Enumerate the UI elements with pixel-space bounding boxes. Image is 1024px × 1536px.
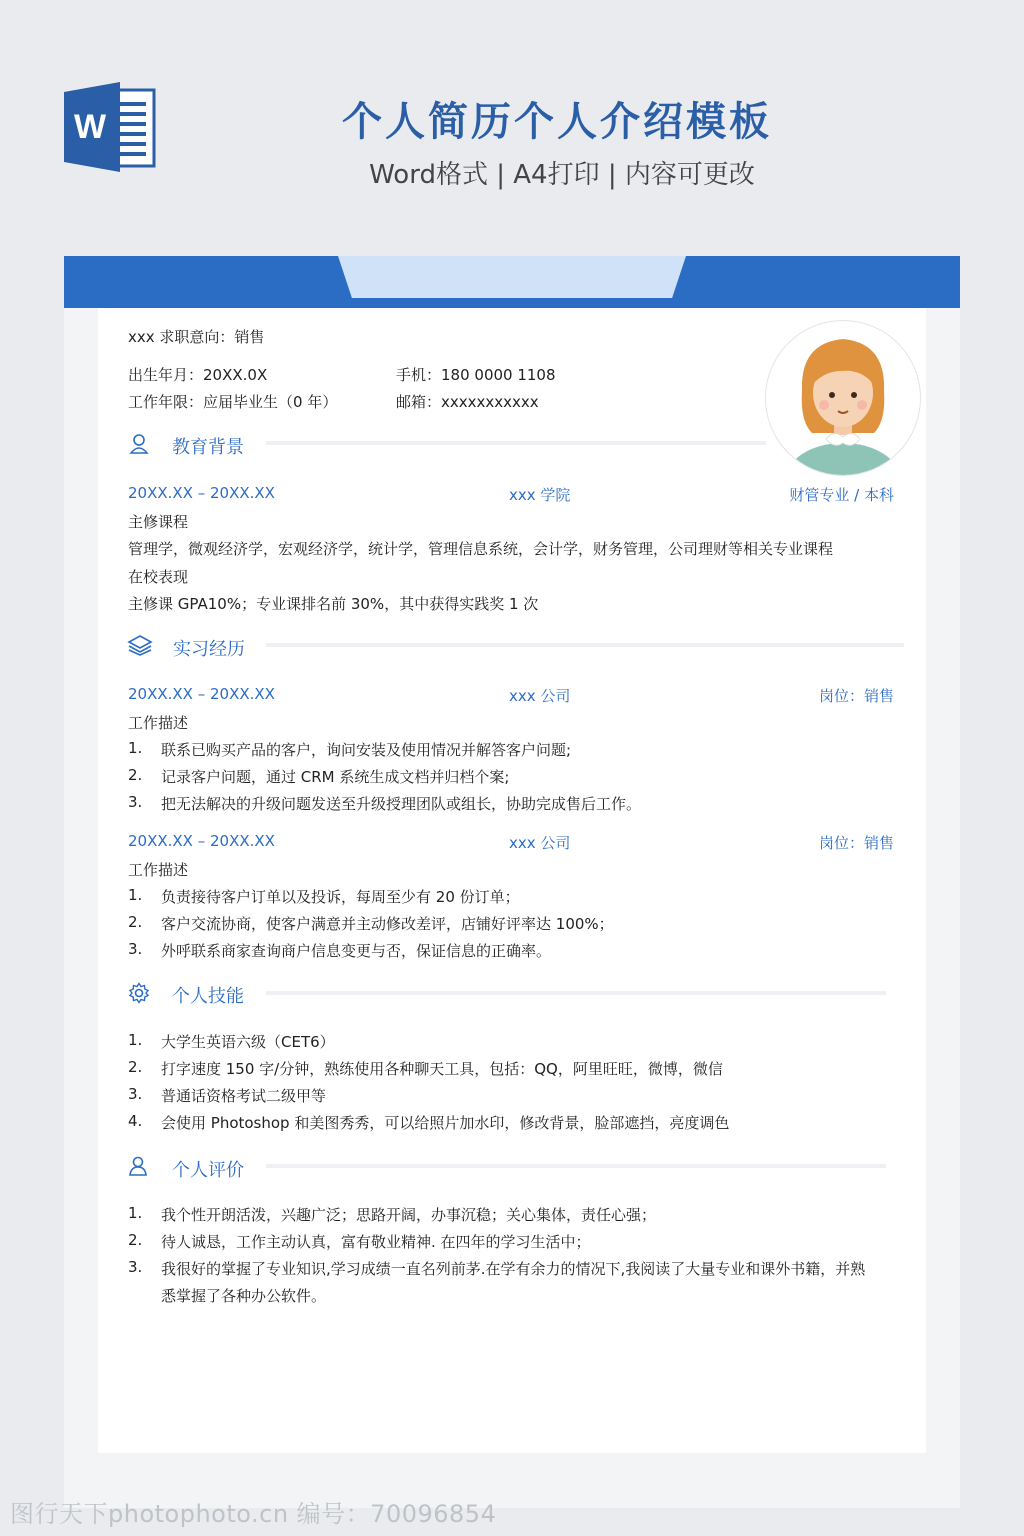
gear-icon [128,982,150,1004]
list-number: 3. [128,1258,143,1276]
job2-period: 20XX.XX – 20XX.XX [128,832,275,850]
evaluation-title: 个人评价 [172,1160,244,1181]
list-item: 联系已购买产品的客户，询问安装及使用情况并解答客户问题; [161,741,572,759]
section-divider [266,441,766,445]
education-title: 教育背景 [172,437,244,458]
edu-school: xxx 学院 [509,486,571,504]
list-number: 3. [128,1085,143,1103]
internship-title: 实习经历 [173,639,245,660]
list-item: 大学生英语六级（CET6） [161,1033,335,1051]
job-intent: xxx 求职意向：销售 [128,328,265,346]
graduate-icon [128,433,150,455]
list-item: 普通话资格考试二级甲等 [161,1087,327,1105]
job1-desc-label: 工作描述 [128,714,189,732]
avatar [765,320,921,476]
birth-date: 出生年月：20XX.0X [128,366,268,384]
list-item: 会使用 Photoshop 和美图秀秀，可以给照片加水印，修改背景，脸部遮挡，亮度调色 [161,1114,730,1132]
list-number: 1. [128,1204,143,1222]
list-item: 客户交流协商，使客户满意并主动修改差评，店铺好评率达 100%； [161,915,614,933]
list-item: 我很好的掌握了专业知识,学习成绩一直名列前茅.在学有余力的情况下,我阅读了大量专业和课外书籍，并熟 [161,1260,866,1278]
user-icon [128,1155,150,1177]
courses-label: 主修课程 [128,513,189,531]
list-number: 1. [128,739,143,757]
perf-label: 在校表现 [128,568,189,586]
email: 邮箱：xxxxxxxxxxx [396,393,539,411]
list-item: 打字速度 150 字/分钟，熟练使用各种聊天工具，包括：QQ，阿里旺旺，微博，微信 [161,1060,723,1078]
section-divider [266,991,886,995]
job2-company: xxx 公司 [509,834,571,852]
watermark: 图行天下photophoto.cn 编号：70096854 [10,1500,497,1528]
list-number: 1. [128,1031,143,1049]
section-divider [266,1164,886,1168]
list-number: 4. [128,1112,143,1130]
resume-paper [98,308,926,1453]
list-number: 1. [128,886,143,904]
page-title: 个人简历个人介绍模板 [342,99,772,145]
section-divider [266,643,904,647]
list-number: 3. [128,940,143,958]
list-item: 外呼联系商家查询商户信息变更与否，保证信息的正确率。 [161,942,552,960]
layers-icon [127,634,153,656]
list-number: 2. [128,1058,143,1076]
word-logo-letter: W [73,108,107,146]
list-item: 记录客户问题，通过 CRM 系统生成文档并归档个案; [161,768,510,786]
header-band-highlight [338,256,686,298]
list-number: 2. [128,1231,143,1249]
skills-title: 个人技能 [172,986,244,1007]
job1-position: 岗位：销售 [818,687,894,705]
list-number: 2. [128,913,143,931]
job2-position: 岗位：销售 [818,834,894,852]
list-item: 把无法解决的升级问题发送至升级授理团队或组长，协助完成售后工作。 [161,795,642,813]
edu-major: 财管专业 / 本科 [789,486,894,504]
list-item: 负责接待客户订单以及投诉，每周至少有 20 份订单； [161,888,520,906]
list-item: 我个性开朗活泼，兴趣广泛；思路开阔，办事沉稳；关心集体，责任心强； [161,1206,657,1224]
job1-company: xxx 公司 [509,687,571,705]
list-number: 3. [128,793,143,811]
work-years: 工作年限：应届毕业生（0 年） [128,393,338,411]
list-item-continued: 悉掌握了各种办公软件。 [161,1287,327,1305]
courses-text: 管理学，微观经济学，宏观经济学，统计学，管理信息系统，会计学，财务管理，公司理财等相关专业课程 [128,540,834,558]
job2-desc-label: 工作描述 [128,861,189,879]
job1-period: 20XX.XX – 20XX.XX [128,685,275,703]
list-item: 待人诚恳，工作主动认真，富有敬业精神. 在四年的学习生活中； [161,1233,591,1251]
list-number: 2. [128,766,143,784]
perf-text: 主修课 GPA10%；专业课排名前 30%，其中获得实践奖 1 次 [128,595,539,613]
phone: 手机：180 0000 1108 [396,366,556,384]
page-subtitle: Word格式 | A4打印 | 内容可更改 [369,160,755,190]
edu-period: 20XX.XX – 20XX.XX [128,484,275,502]
